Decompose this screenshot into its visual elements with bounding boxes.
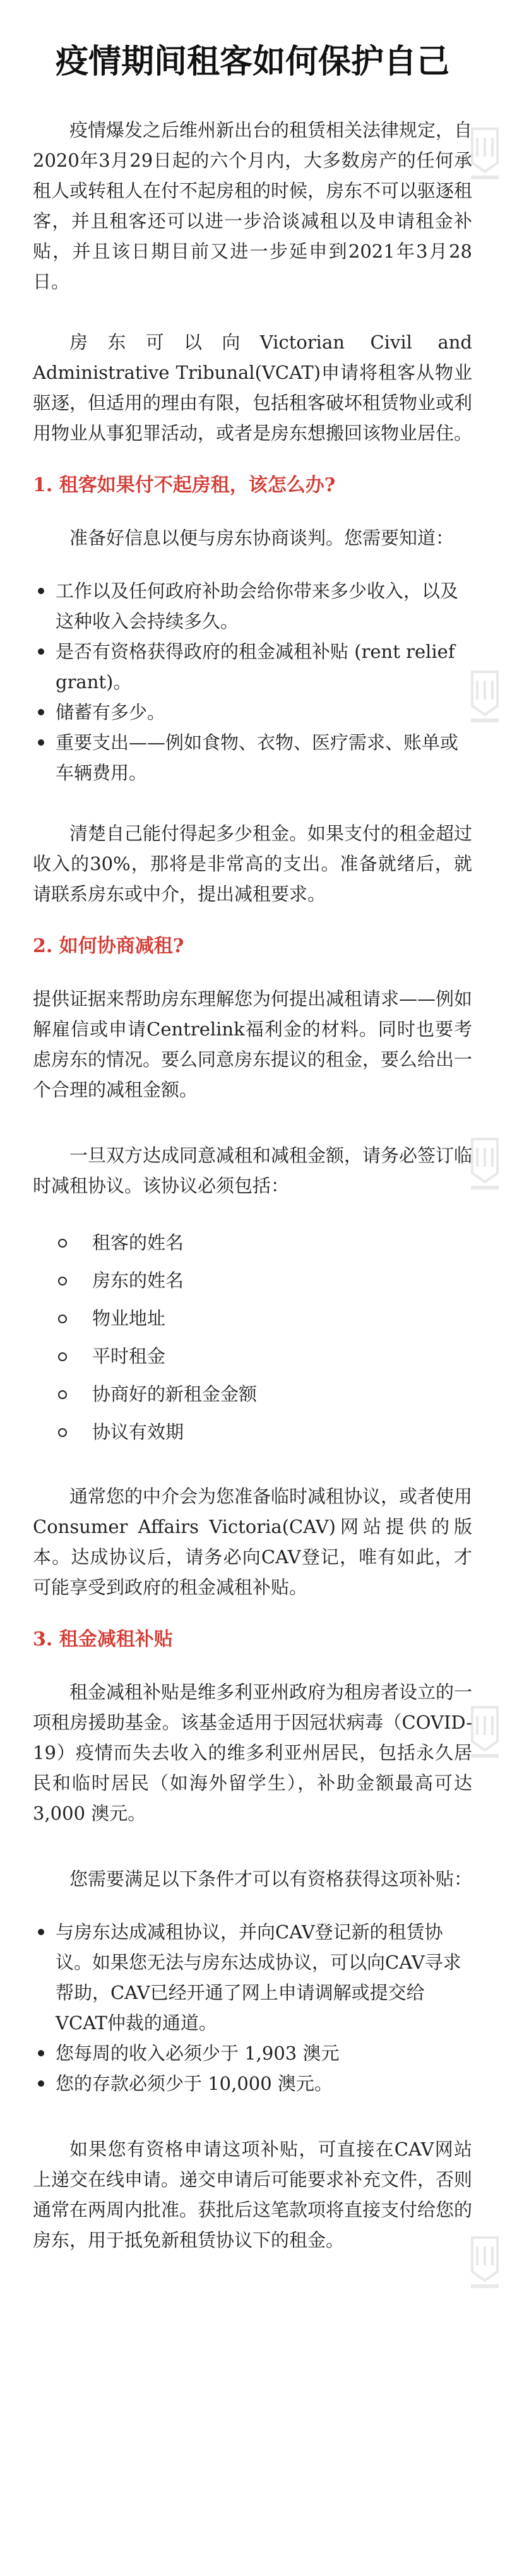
intro-paragraph-1: 疫情爆发之后维州新出台的租赁相关法律规定，自2020年3月29日起的六个月内，大多数房产的任何承租人或转租人在付不起房租的时候，房东不可以驱逐租客，并且租客还可以进一步洽谈减租以及申请租金补贴，并且该日期目前又进一步延申到2021年3月28日。 [33,119,473,292]
intro-paragraph-2: 房东可以向Victorian Civil and Administrative Tribunal(VCAT)申请将租客从物业驱逐，但适用的理由有限，包括租客破坏租赁物业或利用物业从事犯罪活动，或者是房东想搬回该物业居住。 [33,331,473,444]
list-item: 平时租金 [56,1337,472,1375]
list-item: 重要支出——例如食物、衣物、医疗需求、账单或车辆费用。 [33,727,472,788]
section-1-heading: 1. 租客如果付不起房租，该怎么办? [33,474,336,496]
watermark-logo [468,126,501,184]
list-item: 储蓄有多少。 [33,697,472,727]
section-3-heading: 3. 租金减租补贴 [33,1628,173,1650]
list-item: 您每周的收入必须少于 1,903 澳元 [33,2038,472,2068]
list-item: 房东的姓名 [56,1261,472,1299]
watermark-logo [468,1136,501,1195]
section-2-paragraph-3: 通常您的中介会为您准备临时减租协议，或者使用Consumer Affairs Victoria(CAV)网站提供的版本。达成协议后，请务必向CAV登记，唯有如此，才可能享受到政府的租金减租补贴。 [33,1486,473,1598]
section-3-paragraph-1: 租金减租补贴是维多利亚州政府为租房者设立的一项租房援助基金。该基金适用于因冠状病毒（COVID-19）疫情而失去收入的维多利亚州居民，包括永久居民和临时居民（如海外留学生），补助金额最高可达3,000 澳元。 [33,1681,473,1824]
section-1-lead: 准备好信息以便与房东协商谈判。您需要知道： [69,527,454,549]
section-1-bullet-list [33,576,472,788]
watermark-logo [468,669,501,727]
watermark-logo [468,2235,501,2293]
list-item: 您的存款必须少于 10,000 澳元。 [33,2068,472,2099]
list-item: 是否有资格获得政府的租金减租补贴 (rent relief grant)。 [33,636,472,697]
section-2-paragraph-2: 一旦双方达成同意减租和减租金额，请务必签订临时减租协议。该协议必须包括： [33,1145,473,1196]
list-item: 工作以及任何政府补助会给你带来多少收入，以及这种收入会持续多久。 [33,576,472,636]
list-item: 协议有效期 [56,1413,472,1451]
page-title: 疫情期间租客如何保护自己 [55,43,449,81]
section-2-heading: 2. 如何协商减租? [33,935,184,957]
section-3-paragraph-2: 您需要满足以下条件才可以有资格获得这项补贴： [69,1868,473,1890]
agreement-items-list [33,1224,472,1451]
list-item: 协商好的新租金金额 [56,1375,472,1413]
list-item: 与房东达成减租协议，并向CAV登记新的租赁协议。如果您无法与房东达成协议，可以向CAV寻求帮助，CAV已经开通了网上申请调解或提交给VCAT仲裁的通道。 [33,1917,472,2038]
section-3-bullet-list [33,1917,472,2099]
list-item: 租客的姓名 [56,1224,472,1261]
list-item: 物业地址 [56,1299,472,1337]
section-1-closing: 清楚自己能付得起多少租金。如果支付的租金超过收入的30%，那将是非常高的支出。准备就绪后，就请联系房东或中介，提出减租要求。 [33,823,473,905]
watermark-logo [468,1705,501,1763]
section-3-paragraph-3: 如果您有资格申请这项补贴，可直接在CAV网站上递交在线申请。递交申请后可能要求补充文件，否则通常在两周内批准。获批后这笔款项将直接支付给您的房东，用于抵免新租赁协议下的租金。 [33,2138,473,2251]
section-2-paragraph-1: 提供证据来帮助房东理解您为何提出减租请求——例如解雇信或申请Centrelink福利金的材料。同时也要考虑房东的情况。要么同意房东提议的租金，要么给出一个合理的减租金额。 [33,988,473,1100]
